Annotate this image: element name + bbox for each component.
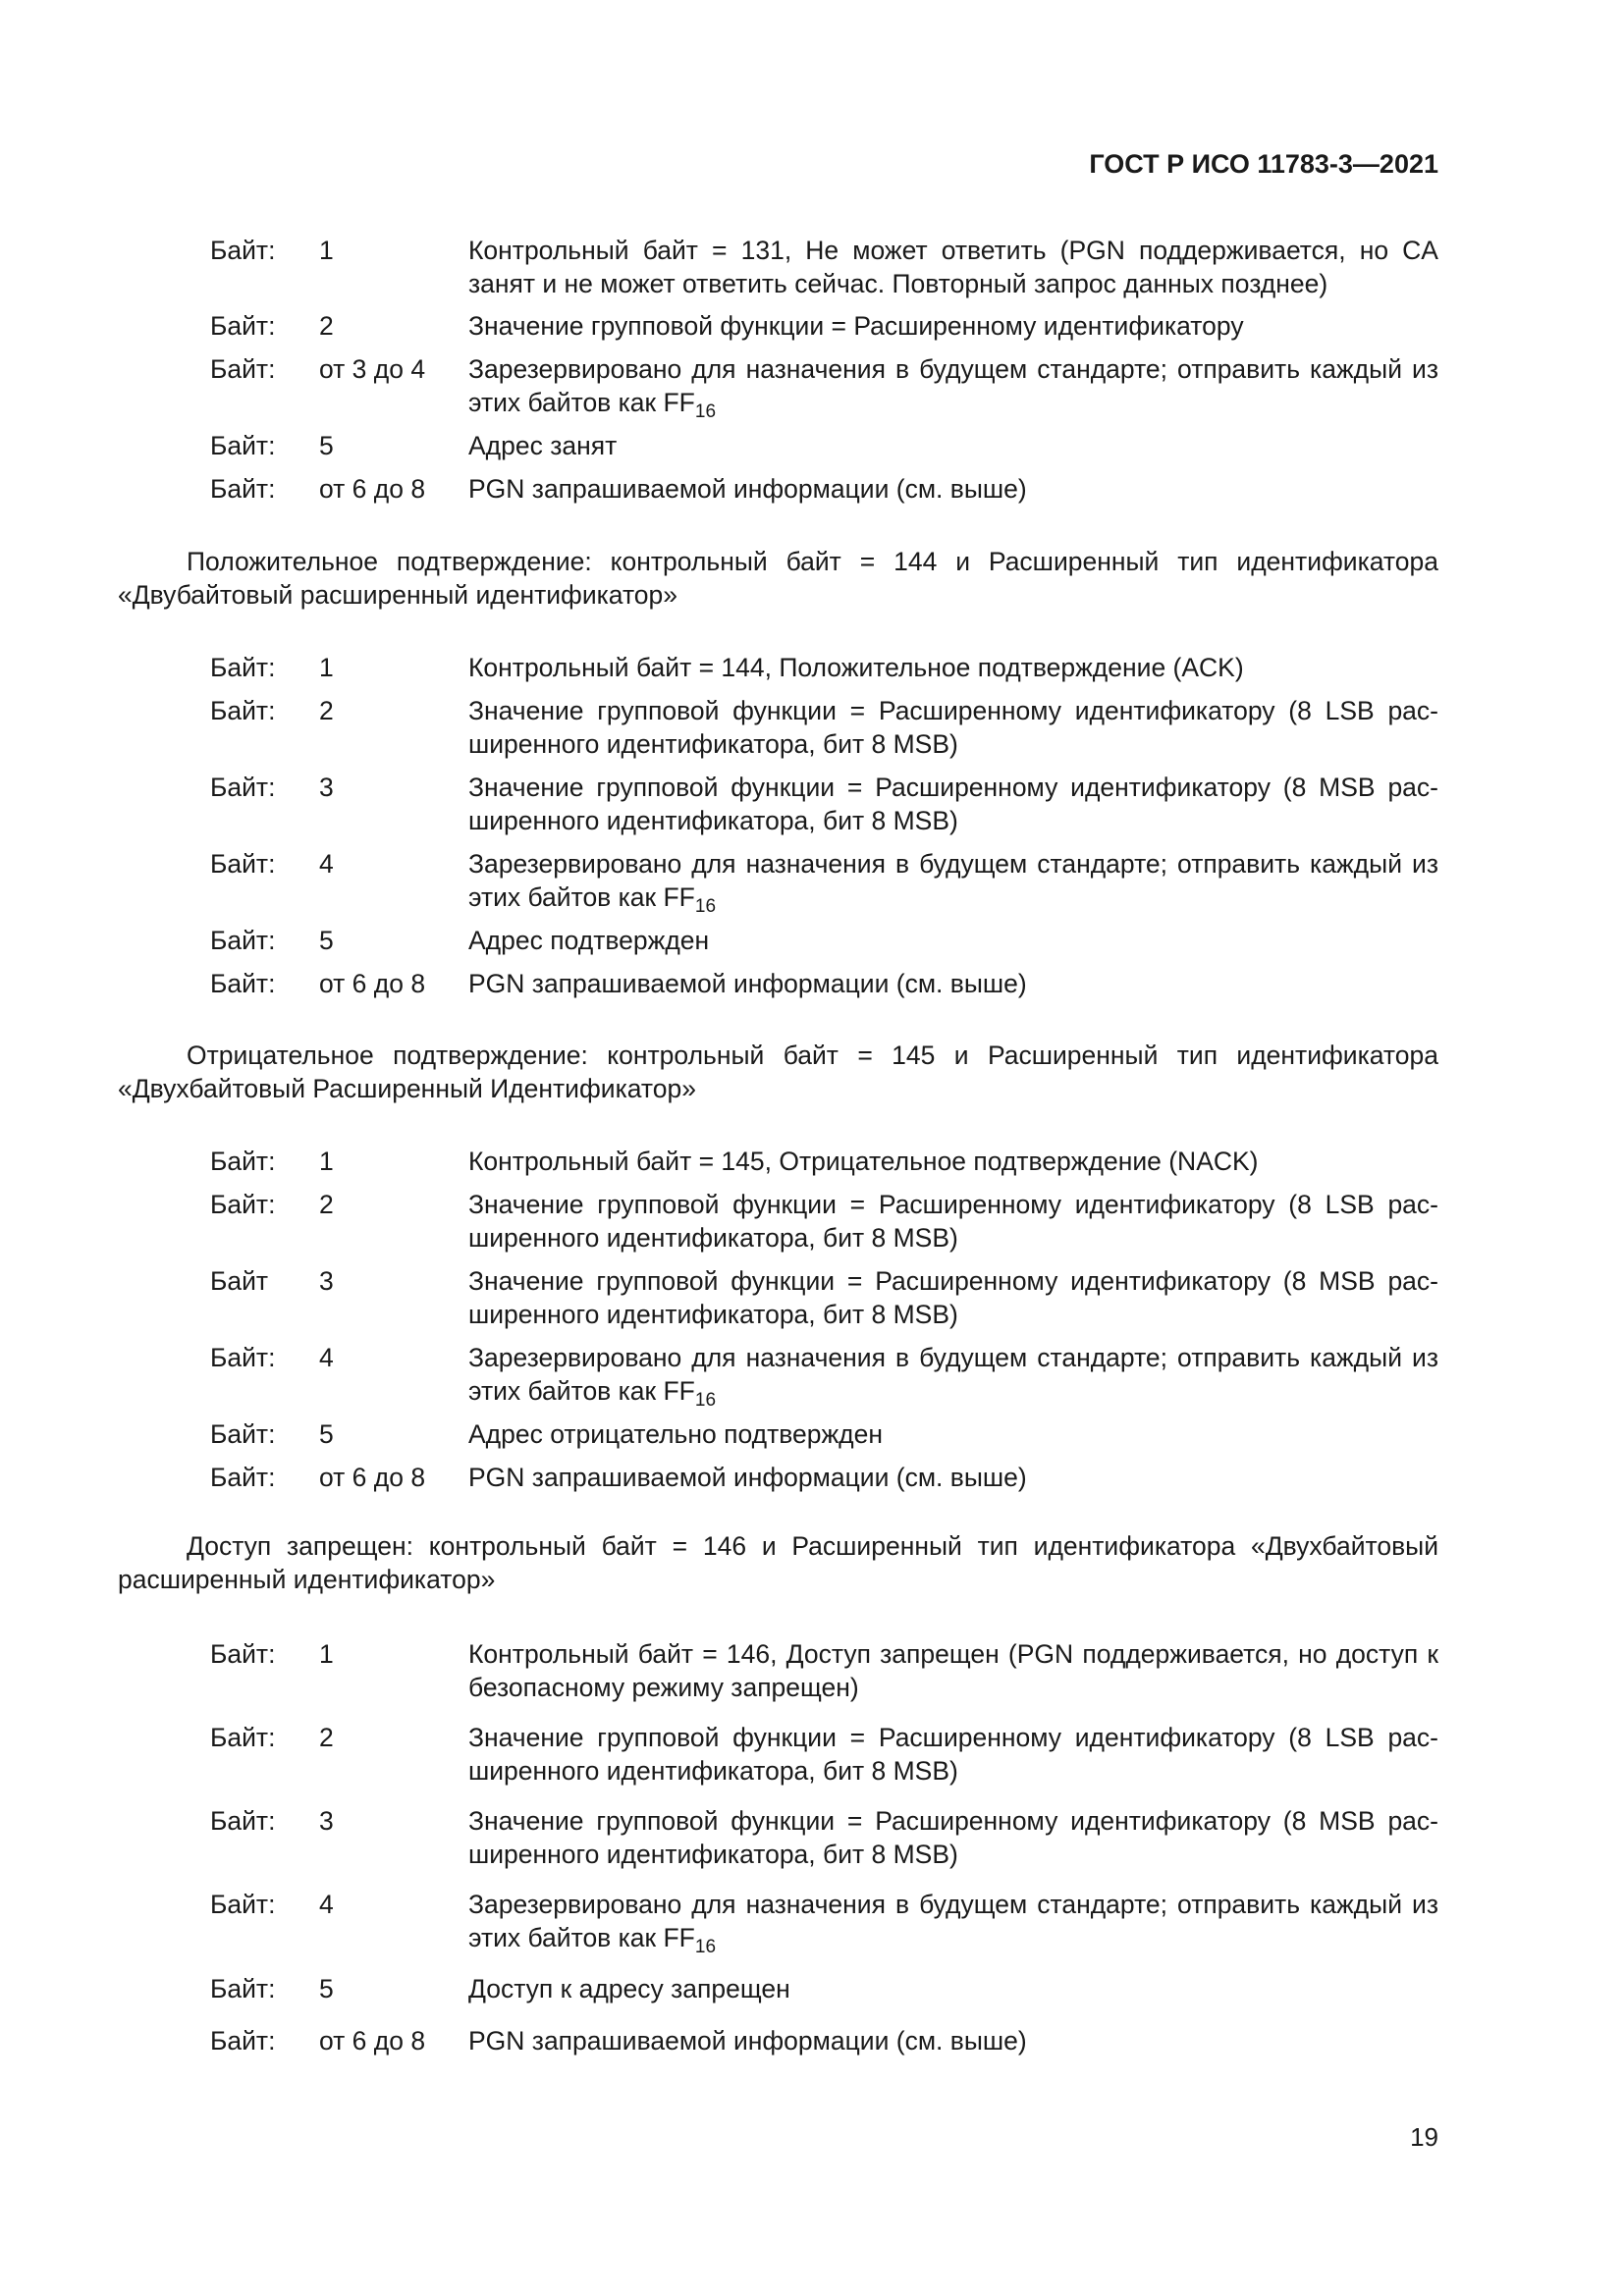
byte-description: Контрольный байт = 144, Положительное подтверждение (ACK) xyxy=(468,653,1244,682)
byte-description: Доступ к адресу запрещен xyxy=(468,1974,790,2003)
byte-number: от 6 до 8 xyxy=(319,2026,426,2056)
byte-description: Зарезервировано для назначения в будущем стандарте; отправить каждый из этих байтов как $FF_{16}$ xyxy=(468,1890,1438,1957)
byte-number: 1 xyxy=(319,236,334,265)
byte-description: Зарезервировано для назначения в будущем стандарте; отправить каждый из этих байтов как $FF_{16}$ xyxy=(468,354,1438,422)
byte-number: 2 xyxy=(319,1723,334,1752)
subscript: 16 xyxy=(694,401,717,422)
byte-label: Байт: xyxy=(210,1974,276,2003)
subscript: 16 xyxy=(694,1390,717,1411)
byte-number: 5 xyxy=(319,1419,334,1449)
byte-number: от 6 до 8 xyxy=(319,969,426,998)
byte-label: Байт: xyxy=(210,311,276,341)
byte-number: 5 xyxy=(319,431,334,460)
byte-label: Байт: xyxy=(210,969,276,998)
byte-label: Байт: xyxy=(210,1806,276,1836)
byte-label: Байт: xyxy=(210,653,276,682)
byte-description: Контрольный байт = 131, Не может ответить (PGN поддерживается, но CA занят и не может ответить сейчас. Повторный запрос данных позднее) xyxy=(468,236,1438,298)
byte-label: Байт: xyxy=(210,236,276,265)
byte-number: 5 xyxy=(319,1974,334,2003)
byte-label: Байт: xyxy=(210,849,276,879)
byte-description: Контрольный байт = 145, Отрицательное подтверждение (NACK) xyxy=(468,1147,1259,1176)
byte-label: Байт: xyxy=(210,1639,276,1669)
byte-label: Байт: xyxy=(210,1463,276,1492)
byte-label: Байт: xyxy=(210,926,276,955)
byte-number: 4 xyxy=(319,849,334,879)
section-intro: Отрицательное подтверждение: контрольный байт = 145 и Расширенный тип идентификатора «Двухбайтовый Расширенный Идентификатор» xyxy=(118,1041,1438,1103)
page-number: 19 xyxy=(1410,2122,1438,2152)
byte-description: Значение групповой функции = Расширенному идентификатору xyxy=(468,311,1244,341)
byte-description: PGN запрашиваемой информации (см. выше) xyxy=(468,1463,1027,1492)
byte-number: 5 xyxy=(319,926,334,955)
byte-description: PGN запрашиваемой информации (см. выше) xyxy=(468,474,1027,504)
byte-number: от 6 до 8 xyxy=(319,474,426,504)
byte-number: 4 xyxy=(319,1890,334,1919)
byte-number: 1 xyxy=(319,1639,334,1669)
byte-description: Значение групповой функции = Расширенному идентификатору (8 MSB расширенного идентификатора, бит 8 MSB) xyxy=(468,1266,1438,1329)
byte-number: 2 xyxy=(319,1190,334,1219)
byte-description: Значение групповой функции = Расширенному идентификатору (8 LSB расширенного идентификатора, бит 8 MSB) xyxy=(468,1190,1438,1253)
byte-description: Адрес подтвержден xyxy=(468,926,710,955)
byte-label: Байт: xyxy=(210,1723,276,1752)
byte-description: Значение групповой функции = Расширенному идентификатору (8 LSB расширенного идентификатора, бит 8 MSB) xyxy=(468,696,1438,759)
byte-number: от 3 до 4 xyxy=(319,354,426,384)
byte-number: 2 xyxy=(319,311,334,341)
byte-description: Зарезервировано для назначения в будущем стандарте; отправить каждый из этих байтов как $FF_{16}$ xyxy=(468,1343,1438,1411)
byte-number: 1 xyxy=(319,1147,334,1176)
byte-number: 3 xyxy=(319,773,334,802)
byte-number: 3 xyxy=(319,1266,334,1296)
byte-description: PGN запрашиваемой информации (см. выше) xyxy=(468,969,1027,998)
byte-number: 3 xyxy=(319,1806,334,1836)
byte-label: Байт: xyxy=(210,1890,276,1919)
byte-label: Байт: xyxy=(210,474,276,504)
byte-description: Значение групповой функции = Расширенному идентификатору (8 LSB расширенного идентификатора, бит 8 MSB) xyxy=(468,1723,1438,1786)
document-header: ГОСТ Р ИСО 11783-3—2021 xyxy=(1089,149,1438,179)
byte-number: 4 xyxy=(319,1343,334,1372)
byte-description: Значение групповой функции = Расширенному идентификатору (8 MSB расширенного идентификатора, бит 8 MSB) xyxy=(468,1806,1438,1869)
byte-description: Значение групповой функции = Расширенному идентификатору (8 MSB расширенного идентификатора, бит 8 MSB) xyxy=(468,773,1438,835)
byte-label: Байт: xyxy=(210,2026,276,2056)
byte-number: 1 xyxy=(319,653,334,682)
byte-description: Контрольный байт = 146, Доступ запрещен (PGN поддерживается, но доступ к безопасному режиму запрещен) xyxy=(468,1639,1438,1702)
byte-label: Байт: xyxy=(210,1147,276,1176)
byte-description: Зарезервировано для назначения в будущем стандарте; отправить каждый из этих байтов как $FF_{16}$ xyxy=(468,849,1438,917)
byte-label: Байт xyxy=(210,1266,269,1296)
section-intro: Положительное подтверждение: контрольный байт = 144 и Расширенный тип идентификатора «Двубайтовый расширенный идентификатор» xyxy=(118,547,1438,610)
byte-description: Адрес отрицательно подтвержден xyxy=(468,1419,884,1449)
byte-label: Байт: xyxy=(210,354,276,384)
byte-label: Байт: xyxy=(210,1190,276,1219)
byte-label: Байт: xyxy=(210,1419,276,1449)
subscript: 16 xyxy=(694,1937,717,1957)
byte-number: от 6 до 8 xyxy=(319,1463,426,1492)
byte-label: Байт: xyxy=(210,696,276,725)
section-intro: Доступ запрещен: контрольный байт = 146 и Расширенный тип идентификатора «Двухбайтовый расширенный идентификатор» xyxy=(118,1531,1438,1594)
byte-number: 2 xyxy=(319,696,334,725)
subscript: 16 xyxy=(694,896,717,917)
byte-label: Байт: xyxy=(210,773,276,802)
byte-description: Адрес занят xyxy=(468,431,618,460)
byte-label: Байт: xyxy=(210,431,276,460)
byte-label: Байт: xyxy=(210,1343,276,1372)
byte-description: PGN запрашиваемой информации (см. выше) xyxy=(468,2026,1027,2056)
